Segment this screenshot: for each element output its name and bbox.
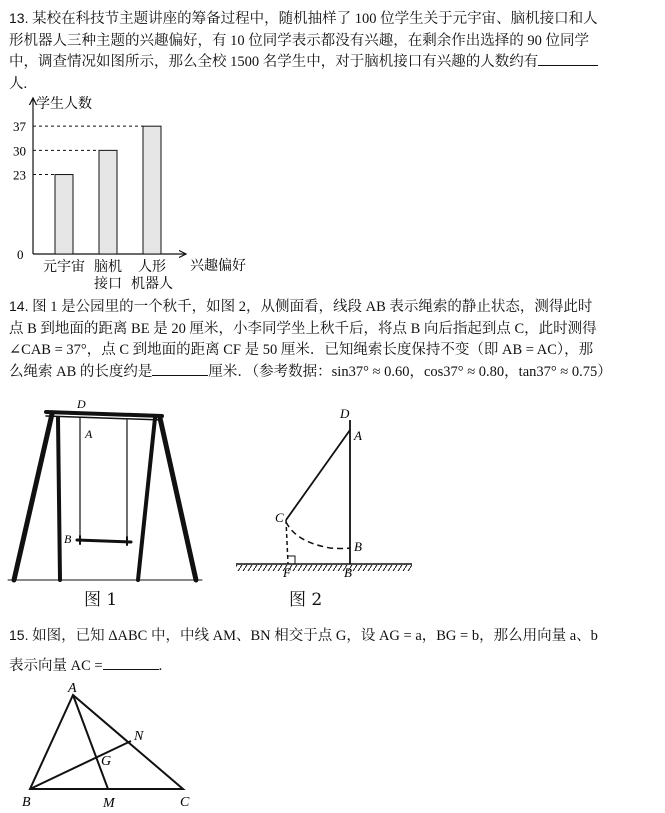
- x-tick-label: 机器人: [131, 277, 173, 292]
- q14-number: 14.: [9, 298, 29, 314]
- q14-line4a: 么绳索 AB 的长度约是: [9, 363, 153, 380]
- fig2-label-d: D: [340, 406, 350, 421]
- fig1-label-a: A: [85, 427, 93, 441]
- q15-label-c: C: [180, 795, 190, 810]
- x-tick-label: 接口: [94, 277, 122, 292]
- q15-line2a: 表示向量 AC =: [9, 658, 103, 674]
- fig1-caption: 图 1: [84, 590, 118, 610]
- q15-label-n: N: [134, 729, 144, 744]
- fig1-label-b: B: [64, 532, 72, 546]
- q14-line2: 点 B 到地面的距离 BE 是 20 厘米，小李同学坐上秋千后，将点 B 向后指起到点 C，此时测得: [9, 320, 597, 337]
- fig2-label-c: C: [275, 510, 284, 525]
- y-tick-0: 0: [17, 247, 24, 262]
- fig2-label-e: B: [344, 565, 352, 580]
- q15-label-a: A: [68, 681, 77, 696]
- x-tick-label: 脑机: [94, 260, 122, 275]
- q15-line2b: .: [158, 658, 163, 674]
- y-axis-label: 学生人数: [36, 97, 92, 112]
- q15-number: 15.: [9, 627, 29, 643]
- q14-line1: 图 1 是公园里的一个秋千，如图 2，从侧面看，线段 AB 表示绳索的静止状态，测得此时: [32, 299, 593, 315]
- q15-label-g: G: [101, 754, 112, 769]
- q15-label-b: B: [22, 795, 31, 810]
- q15-label-m: M: [103, 796, 115, 811]
- fig2-caption: 图 2: [289, 590, 323, 610]
- x-tick-label: 人形: [138, 260, 166, 275]
- fig2-label-a: A: [354, 428, 362, 443]
- y-tick-label: 30: [13, 143, 26, 159]
- q13-text-d: 人.: [9, 75, 28, 92]
- x-axis-label: 兴趣偏好: [190, 259, 246, 274]
- q14-line3: ∠CAB = 37°，点 C 到地面的距离 CF 是 50 厘米．已知绳索长度保持不变（即 AB = AC），那: [9, 342, 594, 358]
- fig2-label-b: B: [354, 539, 362, 554]
- q13-text-c: 中，调查情况如图所示，那么全校 1500 名学生中，对于脑机接口有兴趣的人数约有: [9, 54, 539, 70]
- y-tick-label: 37: [13, 119, 26, 135]
- y-tick-label: 23: [13, 167, 26, 183]
- x-tick-label: 元宇宙: [43, 260, 85, 275]
- q13-text-a: 某校在科技节主题讲座的筹备过程中，随机抽样了 100 位学生关于元宇宙、脑机接口和人: [32, 11, 598, 27]
- fig1-label-d: D: [77, 397, 86, 411]
- q15-line1: 如图，已知 ΔABC 中，中线 AM、BN 相交于点 G，设 AG = a，BG = b，那么用向量 a、b: [32, 628, 598, 644]
- fig2-label-f: F: [283, 565, 291, 580]
- q13-number: 13.: [9, 10, 29, 26]
- q14-line4b: 厘米．（参考数据：sin37° ≈ 0.60，cos37° ≈ 0.80，tan37° ≈ 0.75）: [208, 363, 612, 380]
- q13-text-b: 形机器人三种主题的兴趣偏好，有 10 位同学表示都没有兴趣，在剩余作出选择的 90 位同学: [9, 32, 589, 49]
